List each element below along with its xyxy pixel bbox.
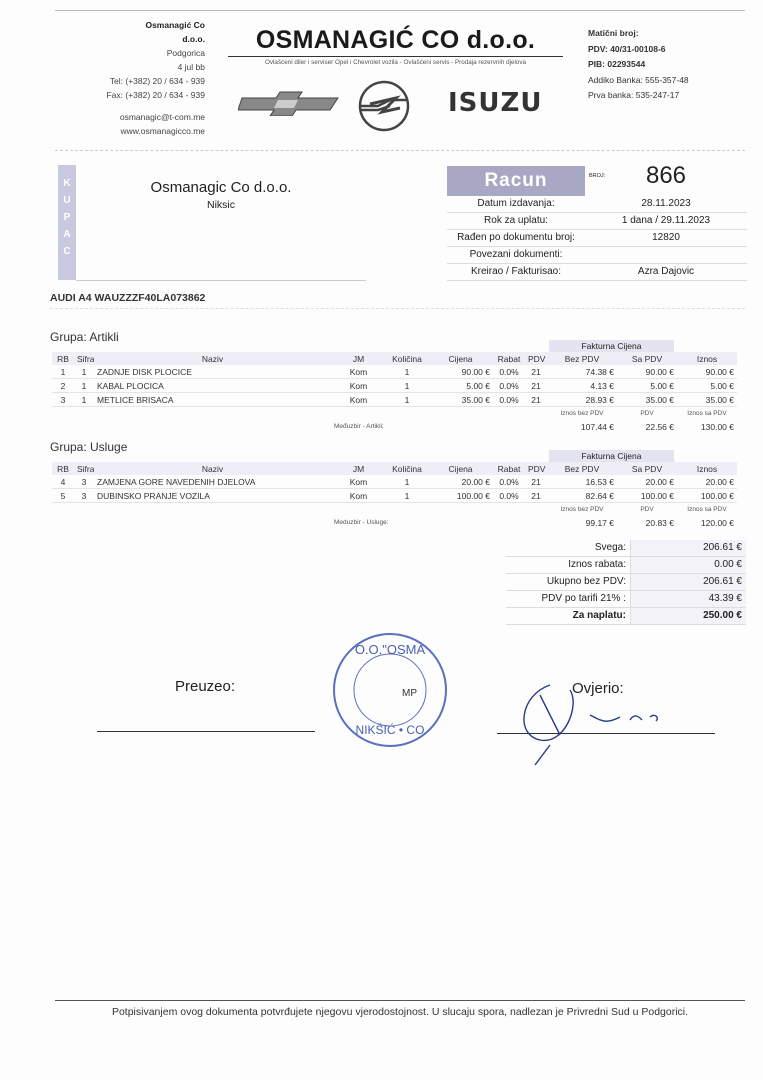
totals-label: Iznos rabata:: [506, 557, 631, 573]
totals-value: 206.61 €: [631, 540, 746, 556]
table-cell: 21: [525, 365, 547, 379]
info-label: Kreirao / Fakturisao:: [470, 266, 562, 277]
address-line: [106, 102, 205, 110]
column-header: PDV: [525, 352, 547, 365]
table-cell: 100.00 €: [617, 489, 677, 503]
totals-label: Ukupno bez PDV:: [506, 574, 631, 590]
column-header: Rabat: [493, 352, 525, 365]
subtotal-column-label: Iznos sa PDV: [687, 506, 727, 513]
column-header: Naziv: [94, 462, 331, 475]
totals-value: 206.61 €: [631, 574, 746, 590]
column-header: Cijena: [428, 352, 493, 365]
table-cell: 1: [74, 365, 94, 379]
address-line: www.osmanagicco.me: [120, 126, 205, 136]
table-cell: 5: [52, 489, 74, 503]
table-cell: 4.13 €: [547, 379, 617, 393]
column-header: Cijena: [428, 462, 493, 475]
table-cell: 1: [386, 379, 428, 393]
svg-text:NIKŠIĆ • CO: NIKŠIĆ • CO: [355, 723, 425, 737]
subtotal-labels: [52, 407, 737, 421]
table-cell: 5.00 €: [677, 379, 737, 393]
column-header: Količina: [386, 352, 428, 365]
table-header: [52, 352, 737, 365]
subtotal-column-label: Iznos bez PDV: [560, 410, 604, 417]
group-table: [52, 462, 737, 529]
vehicle-info: AUDI A4 WAUZZZF40LA073862: [50, 292, 206, 304]
subtotal-label: Meduzbir - Usluge:: [334, 519, 389, 526]
column-header: Naziv: [94, 352, 331, 365]
address-line: Fax: (+382) 20 / 634 - 939: [106, 90, 205, 100]
table-cell: 0.0%: [493, 393, 525, 407]
totals-row: [506, 591, 746, 608]
verified-label: Ovjerio:: [572, 680, 624, 697]
subtotal-value: 130.00 €: [700, 421, 734, 432]
column-header: Sifra: [74, 352, 94, 365]
table-cell: 3: [52, 393, 74, 407]
table-cell: 0.0%: [493, 475, 525, 489]
totals-value: 43.39 €: [631, 591, 746, 607]
subtotal-value: 99.17 €: [585, 517, 614, 528]
totals-row: [506, 574, 746, 591]
chevrolet-logo-icon: [238, 90, 342, 116]
column-header: Bez PDV: [547, 352, 617, 365]
totals-label: Za naplatu:: [506, 608, 631, 624]
spacer: [52, 407, 547, 421]
buyer-label: KUPAC: [63, 178, 71, 257]
company-registration: [588, 26, 689, 104]
spacer: [52, 516, 331, 529]
table-row: [52, 489, 737, 503]
table-cell: 74.38 €: [547, 365, 617, 379]
subtotal-column-label: Iznos sa PDV: [687, 410, 727, 417]
invoice-info: [447, 162, 747, 281]
column-header: Sifra: [74, 462, 94, 475]
totals-row: [506, 540, 746, 557]
totals-label: PDV po tarifi 21% :: [506, 591, 631, 607]
info-value: Azra Dajovic: [637, 266, 695, 277]
column-header: JM: [331, 352, 386, 365]
table-cell: Kom: [331, 393, 386, 407]
table-cell: 2: [52, 379, 74, 393]
subtotal-column-label: PDV: [640, 410, 654, 417]
table-cell: 90.00 €: [617, 365, 677, 379]
totals-value: 250.00 €: [631, 608, 746, 624]
info-row: [447, 230, 747, 247]
table-cell: 5.00 €: [617, 379, 677, 393]
address-line: 4 jul bb: [177, 62, 205, 72]
info-label: Rađen po dokumentu broj:: [457, 232, 575, 243]
spacer: [52, 503, 547, 517]
column-header: JM: [331, 462, 386, 475]
column-header: Sa PDV: [617, 352, 677, 365]
table-cell: 28.93 €: [547, 393, 617, 407]
table-cell: 21: [525, 379, 547, 393]
table-cell: Kom: [331, 475, 386, 489]
table-cell: 82.64 €: [547, 489, 617, 503]
table-cell: 35.00 €: [428, 393, 493, 407]
table-cell: 0.0%: [493, 365, 525, 379]
column-header: Rabat: [493, 462, 525, 475]
subtotal-row: [52, 420, 737, 433]
received-signature-line: [97, 731, 315, 732]
number-label: BROJ:: [589, 173, 606, 179]
subtotal-value: 120.00 €: [700, 517, 734, 528]
table-row: [52, 379, 737, 393]
table-cell: 1: [386, 489, 428, 503]
table-row: [52, 393, 737, 407]
table-cell: DUBINSKO PRANJE VOZILA: [94, 489, 331, 503]
subtotal-label: Međuzbir - Artikli:: [334, 423, 384, 430]
table-cell: 100.00 €: [677, 489, 737, 503]
company-brand: [228, 26, 563, 66]
registration-line: PIB: 02293544: [588, 59, 646, 69]
info-label: Rok za uplatu:: [484, 215, 548, 226]
divider: [55, 150, 745, 151]
fakturna-header: Fakturna Cijena: [549, 450, 674, 462]
divider: [55, 10, 745, 11]
column-header: Količina: [386, 462, 428, 475]
address-line: Podgorica: [166, 48, 205, 58]
isuzu-logo: ISUZU: [448, 88, 543, 118]
address-line: d.o.o.: [182, 34, 205, 44]
table-cell: 16.53 €: [547, 475, 617, 489]
table-cell: 3: [74, 475, 94, 489]
info-value: 28.11.2023: [641, 198, 691, 209]
table-cell: Kom: [331, 379, 386, 393]
totals-label: Svega:: [506, 540, 631, 556]
subtotal-value: 107.44 €: [580, 421, 614, 432]
subtotal-column-label: Iznos bez PDV: [560, 506, 604, 513]
invoice-title: Racun: [447, 166, 585, 196]
table-cell: 1: [52, 365, 74, 379]
table-cell: 1: [386, 365, 428, 379]
info-value: 1 dana / 29.11.2023: [621, 215, 711, 226]
handwritten-signature: [510, 675, 680, 770]
table-cell: 35.00 €: [617, 393, 677, 407]
group-title: Grupa: Artikli: [50, 330, 119, 344]
totals-row: [506, 608, 746, 625]
table-cell: 35.00 €: [677, 393, 737, 407]
table-row: [52, 475, 737, 489]
address-line: osmanagic@t-com.me: [119, 112, 205, 122]
subtotal-value: 20.83 €: [645, 517, 674, 528]
received-label: Preuzeo:: [175, 678, 236, 695]
company-address: [106, 18, 205, 138]
buyer-city: Niksic: [207, 199, 235, 211]
opel-logo-icon: [356, 78, 412, 134]
column-header: Sa PDV: [617, 462, 677, 475]
registration-line: PDV: 40/31-00108-6: [588, 43, 666, 54]
divider: [50, 308, 745, 309]
column-header: RB: [52, 352, 74, 365]
table-cell: 3: [74, 489, 94, 503]
column-header: Bez PDV: [547, 462, 617, 475]
table-cell: 21: [525, 489, 547, 503]
column-header: Iznos: [677, 352, 737, 365]
subtotal-value: 22.56 €: [645, 421, 674, 432]
info-label: Datum izdavanja:: [477, 198, 555, 209]
group-table: [52, 352, 737, 433]
table-row: [52, 365, 737, 379]
invoice-number: 866: [645, 162, 687, 189]
address-line: Osmanagić Co: [145, 20, 205, 30]
totals-table: [506, 540, 746, 625]
fakturna-header: Fakturna Cijena: [549, 340, 674, 352]
table-cell: 1: [386, 393, 428, 407]
table-header: [52, 462, 737, 475]
table-cell: 0.0%: [493, 379, 525, 393]
column-header: RB: [52, 462, 74, 475]
table-cell: Kom: [331, 489, 386, 503]
table-cell: 20.00 €: [677, 475, 737, 489]
totals-value: 0.00 €: [631, 557, 746, 573]
info-value: 12820: [652, 232, 680, 243]
company-title: OSMANAGIĆ CO d.o.o.: [255, 26, 536, 54]
registration-line: Addiko Banka: 555-357-48: [588, 74, 689, 85]
table-cell: 21: [525, 393, 547, 407]
table-cell: 0.0%: [493, 489, 525, 503]
table-cell: 1: [74, 393, 94, 407]
buyer-label-strip: [58, 165, 76, 280]
table-cell: 90.00 €: [677, 365, 737, 379]
info-row: [447, 213, 747, 230]
table-cell: 90.00 €: [428, 365, 493, 379]
table-cell: 1: [74, 379, 94, 393]
svg-text:O.O."OSMA: O.O."OSMA: [354, 642, 426, 657]
company-stamp: [330, 630, 450, 750]
table-cell: ZAMJENA GORE NAVEDENIH DJELOVA: [94, 475, 331, 489]
table-cell: Kom: [331, 365, 386, 379]
table-cell: 4: [52, 475, 74, 489]
info-row: [447, 264, 747, 281]
table-cell: 5.00 €: [428, 379, 493, 393]
divider: [55, 1000, 745, 1001]
buyer-box: [76, 165, 366, 281]
subtotal-labels: [52, 503, 737, 517]
table-cell: 21: [525, 475, 547, 489]
company-subtitle: Ovlašćeni diler i serviser Opel i Chevrolet vozila - Ovlašćeni servis - Prodaja rezervnih djelova: [228, 56, 563, 66]
buyer-name: Osmanagic Co d.o.o.: [150, 179, 292, 196]
footer-disclaimer: Potpisivanjem ovog dokumenta potvrđujete njegovu vjerodostojnost. U slucaju spora, nadlezan je Privredni Sud u Podgorici.: [111, 1006, 689, 1018]
stamp-mp: MP: [402, 688, 417, 699]
subtotal-row: [52, 516, 737, 529]
info-label: Povezani dokumenti:: [469, 249, 563, 260]
totals-row: [506, 557, 746, 574]
info-value: [585, 247, 747, 263]
table-cell: METLICE BRISACA: [94, 393, 331, 407]
table-cell: 100.00 €: [428, 489, 493, 503]
table-cell: 1: [386, 475, 428, 489]
table-cell: ZADNJE DISK PLOCICE: [94, 365, 331, 379]
group-title: Grupa: Usluge: [50, 440, 128, 454]
info-row: [447, 196, 747, 213]
table-cell: KABAL PLOCICA: [94, 379, 331, 393]
table-cell: 20.00 €: [428, 475, 493, 489]
info-row: [447, 247, 747, 264]
spacer: [52, 420, 331, 433]
column-header: Iznos: [677, 462, 737, 475]
table-cell: 20.00 €: [617, 475, 677, 489]
column-header: PDV: [525, 462, 547, 475]
registration-line: Matični broj:: [588, 28, 639, 38]
subtotal-column-label: PDV: [640, 506, 654, 513]
address-line: Tel: (+382) 20 / 634 - 939: [109, 76, 205, 86]
registration-line: Prva banka: 535-247-17: [588, 90, 680, 100]
